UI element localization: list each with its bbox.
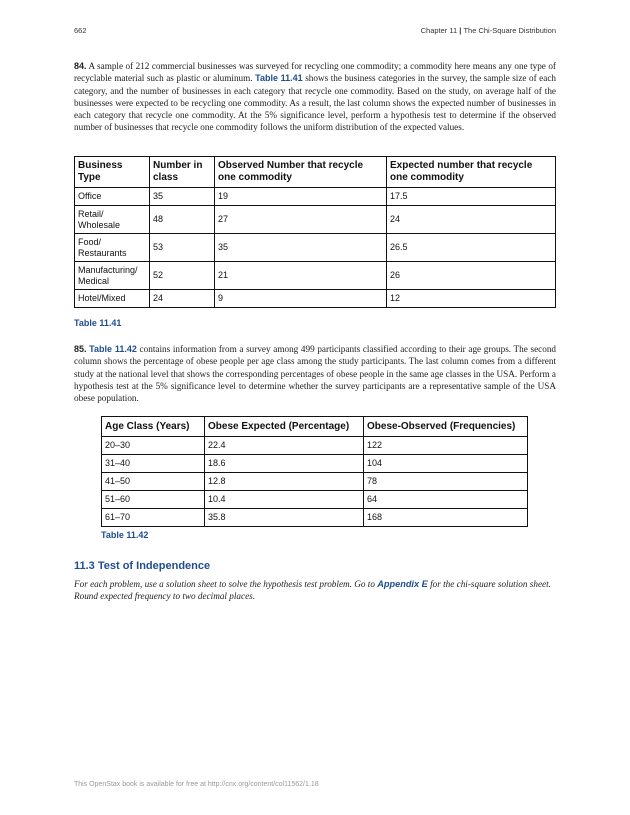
table-cell: Office [75, 188, 150, 206]
problem-85-number: 85. [74, 344, 87, 354]
table-cell: 10.4 [205, 491, 364, 509]
table-cell: 24 [150, 290, 215, 308]
problem-85 [74, 343, 556, 404]
table-cell: 26.5 [387, 234, 556, 262]
problem-84-text-a: A sample of 212 commercial businesses was surveyed for recycling one commodity; a commodity here means any one type of recyclable material such as plastic or aluminum. [74, 61, 556, 84]
table-row [75, 290, 556, 308]
table-row [102, 473, 528, 491]
instructions-text-a: For each problem, use a solution sheet to solve the hypothesis test problem. Go to [74, 579, 378, 589]
table-row [102, 509, 528, 527]
table-cell: Retail/ Wholesale [75, 206, 150, 234]
table-header-row [75, 157, 556, 188]
table-cell: 22.4 [205, 437, 364, 455]
table-cell: 35 [150, 188, 215, 206]
table-11-42 [101, 416, 528, 527]
table-cell: 35.8 [205, 509, 364, 527]
table-cell: Food/ Restaurants [75, 234, 150, 262]
table-cell: 41–50 [102, 473, 205, 491]
column-header: Observed Number that recycle one commodity [215, 157, 387, 188]
column-header: Obese Expected (Percentage) [205, 417, 364, 437]
table-cell: Hotel/Mixed [75, 290, 150, 308]
table-11-42-caption: Table 11.42 [101, 530, 149, 540]
page-number: 662 [74, 26, 87, 35]
table-cell: 53 [150, 234, 215, 262]
table-cell: 27 [215, 206, 387, 234]
table-cell: 18.6 [205, 455, 364, 473]
header-separator: | [457, 26, 464, 35]
table-row [102, 455, 528, 473]
column-header: Age Class (Years) [102, 417, 205, 437]
table-row [102, 491, 528, 509]
table-cell: 12 [387, 290, 556, 308]
table-row [75, 262, 556, 290]
chapter-title: The Chi-Square Distribution [463, 26, 556, 35]
problem-84 [74, 60, 556, 134]
column-header: Number in class [150, 157, 215, 188]
table-cell: 31–40 [102, 455, 205, 473]
problem-84-number: 84. [74, 61, 87, 71]
problem-84-text-b: shows the business categories in the survey, the sample size of each category, and the number of businesses in each category that recycle one commodity. Based on the study, on average half of the businesses were expected to be recycling one commodity. As a result, the last column shows the expected number of businesses in each category that recycle one commodity. At the 5% significance level, perform a hypothesis test to determine if the observed number of businesses that recycle one commodity follows the uniform distribution of the expected values. [74, 73, 556, 133]
page-footer: This OpenStax book is available for free at http://cnx.org/content/col11562/1.18 [74, 781, 319, 788]
table-11-41 [74, 156, 556, 308]
table-cell: 78 [364, 473, 528, 491]
table-cell: 35 [215, 234, 387, 262]
table-cell: 48 [150, 206, 215, 234]
appendix-e-link[interactable]: Appendix E [377, 579, 428, 589]
table-11-41-caption: Table 11.41 [74, 318, 122, 328]
section-instructions [74, 578, 556, 603]
table-cell: 61–70 [102, 509, 205, 527]
column-header: Business Type [75, 157, 150, 188]
table-cell: 24 [387, 206, 556, 234]
table-row [75, 234, 556, 262]
table-11-41-link[interactable]: Table 11.41 [255, 73, 303, 84]
table-header-row [102, 417, 528, 437]
table-11-42-link[interactable]: Table 11.42 [89, 344, 137, 354]
table-cell: 20–30 [102, 437, 205, 455]
table-cell: 52 [150, 262, 215, 290]
table-cell: 51–60 [102, 491, 205, 509]
table-row [75, 206, 556, 234]
table-cell: 17.5 [387, 188, 556, 206]
table-cell: 168 [364, 509, 528, 527]
table-cell: Manufacturing/ Medical [75, 262, 150, 290]
section-heading: 11.3 Test of Independence [74, 560, 211, 572]
chapter-number: Chapter 11 [420, 26, 458, 35]
table-cell: 19 [215, 188, 387, 206]
instructions-text-b: for the chi-square solution sheet. Round expected frequency to two decimal places. [74, 579, 551, 602]
table-cell: 26 [387, 262, 556, 290]
chapter-heading [421, 26, 556, 35]
column-header: Obese-Observed (Frequencies) [364, 417, 528, 437]
table-cell: 21 [215, 262, 387, 290]
table-row [75, 188, 556, 206]
table-cell: 9 [215, 290, 387, 308]
problem-85-text: contains information from a survey among 499 participants classified according to their age groups. The second column shows the percentage of obese people per age class among the study participants. The last column comes from a different study at the national level that shows the corresponding percentages of obese people in the same age classes in the USA. Perform a hypothesis test at the 5% significance level to determine whether the survey participants are a representative sample of the USA obese population. [74, 344, 557, 404]
table-cell: 104 [364, 455, 528, 473]
table-cell: 12.8 [205, 473, 364, 491]
table-cell: 64 [364, 491, 528, 509]
table-cell: 122 [364, 437, 528, 455]
table-row [102, 437, 528, 455]
column-header: Expected number that recycle one commodity [387, 157, 556, 188]
